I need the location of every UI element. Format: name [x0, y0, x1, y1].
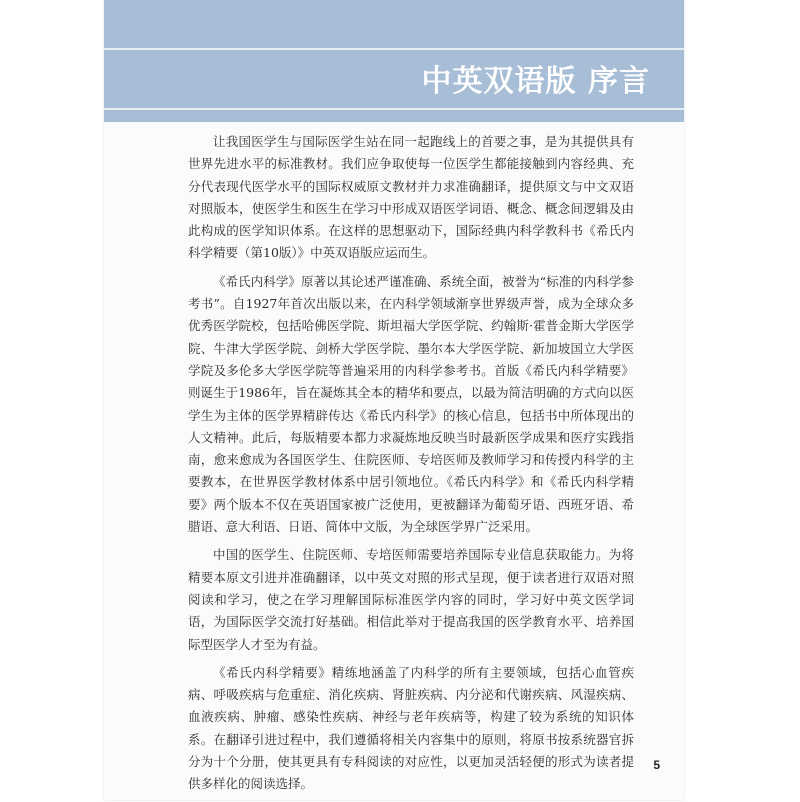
- page-number: 5: [653, 758, 660, 772]
- banner-divider-bottom: [104, 108, 684, 110]
- paragraph-1: 让我国医学生与国际医学生站在同一起跑线上的首要之事，是为其提供具有世界先进水平的标准教材。我们应争取使每一位医学生都能接触到内容经典、充分代表现代医学水平的国际权威原文教材并力求准确翻译，提供原文与中文双语对照版本，使医学生和医生在学习中形成双语医学词语、概念、概念间逻辑及由此构成的医学知识体系。在这样的思想驱动下，国际经典内科学教科书《希氏内科学精要（第10版）》中英双语版应运而生。: [188, 134, 634, 261]
- page-title: 中英双语版 序言: [421, 64, 650, 99]
- banner-divider-top: [104, 48, 684, 50]
- preface-body: [188, 131, 634, 802]
- paragraph-4: 《希氏内科学精要》精练地涵盖了内科学的所有主要领域，包括心血管疾病、呼吸疾病与危重症、消化疾病、肾脏疾病、内分泌和代谢疾病、风湿疾病、血液疾病、肿瘤、感染性疾病、神经与老年疾病等，构建了较为系统的知识体系。在翻译引进过程中，我们遵循将相关内容集中的原则，将原书按系统器官拆分为十个分册，使其更具有专科阅读的对应性，以更加灵活轻便的形式为读者提供多样化的阅读选择。: [188, 664, 634, 792]
- paragraph-2: 《希氏内科学》原著以其论述严谨准确、系统全面，被誉为“标准的内科学参考书”。自1927年首次出版以来，在内科学领域渐享世界级声誉，成为全球众多优秀医学院校，包括哈佛医学院、斯坦福大学医学院、约翰斯·霍普金斯大学医学院、牛津大学医学院、剑桥大学医学院、墨尔本大学医学院、新加坡国立大学医学院及多伦多大学医学院等普遍采用的内科学参考书。首版《希氏内科学精要》则诞生于1986年，旨在凝炼其全本的精华和要点，以最为简洁明确的方式向以医学生为主体的医学界精辟传达《希氏内科学》的核心信息，包括书中所体现出的人文精神。此后，每版精要本都力求凝炼地反映当时最新医学成果和医疗实践指南，愈来愈成为各国医学生、住院医师、专培医师及教师学习和传授内科学的主要教本，在世界医学教材体系中居引领地位。《希氏内科学》和《希氏内科学精要》两个版本不仅在英语国家被广泛使用，更被翻译为葡萄牙语、西班牙语、希腊语、意大利语、日语、简体中文版，为全球医学界广泛采用。: [188, 273, 634, 535]
- paragraph-3: 中国的医学生、住院医师、专培医师需要培养国际专业信息获取能力。为将精要本原文引进并准确翻译，以中英文对照的形式呈现，便于读者进行双语对照阅读和学习，使之在学习理解国际标准医学内容的同时，学习好中英文医学词语，为国际医学交流打好基础。相信此举对于提高我国的医学教育水平、培养国际型医学人才至为有益。: [188, 547, 634, 652]
